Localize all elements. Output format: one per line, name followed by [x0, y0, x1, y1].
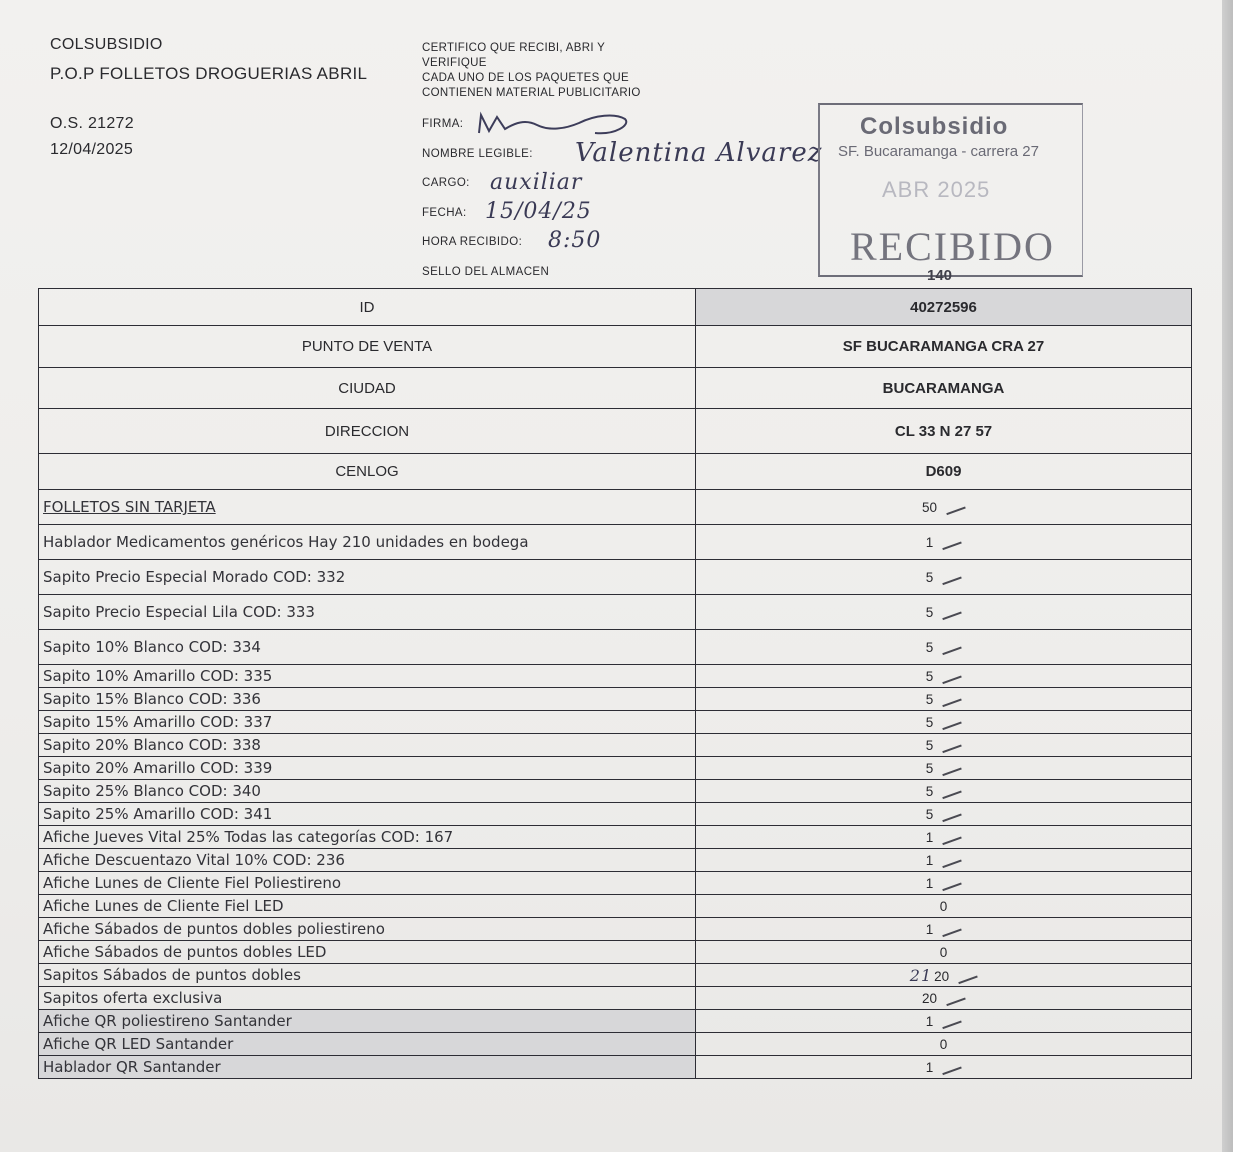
item-qty: 1: [925, 829, 934, 845]
table-row: [39, 1056, 1192, 1079]
item-qty: 5: [925, 691, 934, 707]
item-name: Afiche Sábados de puntos dobles LED: [39, 941, 696, 964]
check-mark-icon: [940, 785, 962, 799]
check-mark-icon: [940, 923, 962, 937]
nombre-value: Valentina Alvarez: [575, 138, 823, 168]
item-qty: 0: [939, 898, 948, 914]
item-name: Afiche Descuentazo Vital 10% COD: 236: [39, 849, 696, 872]
item-name: Sapito 10% Amarillo COD: 335: [39, 665, 696, 688]
company-name: COLSUBSIDIO: [50, 36, 163, 53]
check-mark-icon: [940, 670, 962, 684]
item-qty: 20: [934, 968, 950, 984]
delivery-table: [38, 288, 1192, 1079]
item-qty: 5: [925, 760, 934, 776]
table-row: [39, 490, 1192, 525]
table-row: [39, 918, 1192, 941]
item-name: Hablador QR Santander: [39, 1056, 696, 1079]
table-row: [39, 826, 1192, 849]
received-stamp: [818, 103, 1083, 277]
nombre-label: NOMBRE LEGIBLE:: [422, 148, 533, 160]
item-qty: 5: [925, 737, 934, 753]
item-qty: 5: [925, 668, 934, 684]
check-mark-icon: [940, 571, 962, 585]
table-row: [39, 1010, 1192, 1033]
item-name: Sapito 15% Blanco COD: 336: [39, 688, 696, 711]
item-name: Sapito 25% Blanco COD: 340: [39, 780, 696, 803]
stamp-number: 140: [927, 267, 953, 284]
item-name: Sapito 15% Amarillo COD: 337: [39, 711, 696, 734]
item-name: Sapitos Sábados de puntos dobles: [39, 964, 696, 987]
table-row: [39, 525, 1192, 560]
item-qty: 1: [925, 875, 934, 891]
check-mark-icon: [940, 716, 962, 730]
info-value: BUCARAMANGA: [696, 368, 1192, 409]
info-label: PUNTO DE VENTA: [39, 326, 696, 368]
item-qty: 5: [925, 806, 934, 822]
stamp-branch: SF. Bucaramanga - carrera 27: [838, 143, 1039, 160]
check-mark-icon: [956, 970, 978, 984]
info-label: ID: [39, 289, 696, 326]
item-name: Afiche QR poliestireno Santander: [39, 1010, 696, 1033]
item-name: Afiche QR LED Santander: [39, 1033, 696, 1056]
table-row: [39, 326, 1192, 368]
table-row: [39, 964, 1192, 987]
table-row: [39, 1033, 1192, 1056]
item-qty: 0: [939, 944, 948, 960]
handwritten-correction: 21: [909, 965, 933, 985]
item-qty: 1: [925, 852, 934, 868]
table-row: [39, 368, 1192, 409]
item-name: Sapito 20% Amarillo COD: 339: [39, 757, 696, 780]
table-row: [39, 688, 1192, 711]
info-value: D609: [696, 454, 1192, 490]
stamp-recibido: RECIBIDO: [850, 224, 1055, 269]
cert-line: CADA UNO DE LOS PAQUETES QUE: [422, 72, 629, 84]
table-row: [39, 595, 1192, 630]
table-row: [39, 803, 1192, 826]
item-qty: 1: [925, 1013, 934, 1029]
check-mark-icon: [940, 877, 962, 891]
order-number: O.S. 21272: [50, 115, 134, 132]
table-row: [39, 872, 1192, 895]
item-qty: 20: [921, 990, 938, 1006]
table-row: [39, 780, 1192, 803]
stamp-date: ABR 2025: [882, 177, 991, 202]
page-edge-shadow: [1222, 0, 1233, 1152]
item-name: Sapito Precio Especial Lila COD: 333: [39, 595, 696, 630]
fecha-value: 15/04/25: [485, 199, 592, 224]
cargo-value: auxiliar: [490, 170, 583, 195]
cert-line: VERIFIQUE: [422, 57, 487, 69]
table-row: [39, 454, 1192, 490]
check-mark-icon: [940, 854, 962, 868]
item-name: Afiche Jueves Vital 25% Todas las categorías COD: 167: [39, 826, 696, 849]
table-row: [39, 560, 1192, 595]
item-qty: 5: [925, 604, 934, 620]
item-qty: 1: [925, 921, 934, 937]
table-row: [39, 987, 1192, 1010]
table-row: [39, 849, 1192, 872]
item-name: Sapitos oferta exclusiva: [39, 987, 696, 1010]
table-row: [39, 895, 1192, 918]
cargo-label: CARGO:: [422, 177, 470, 189]
document-date: 12/04/2025: [50, 141, 134, 158]
info-label: CENLOG: [39, 454, 696, 490]
check-mark-icon: [940, 739, 962, 753]
item-qty: 50: [921, 499, 938, 515]
item-qty: 5: [925, 569, 934, 585]
table-row: [39, 734, 1192, 757]
info-value: CL 33 N 27 57: [696, 409, 1192, 454]
hora-value: 8:50: [548, 228, 602, 253]
project-title: P.O.P FOLLETOS DROGUERIAS ABRIL: [50, 64, 368, 83]
item-qty: 5: [925, 783, 934, 799]
item-name: Afiche Sábados de puntos dobles poliestireno: [39, 918, 696, 941]
check-mark-icon: [940, 1015, 962, 1029]
check-mark-icon: [940, 693, 962, 707]
check-mark-icon: [940, 536, 962, 550]
cert-line: CERTIFICO QUE RECIBI, ABRI Y: [422, 42, 606, 54]
item-name: Sapito Precio Especial Morado COD: 332: [39, 560, 696, 595]
item-name: Sapito 10% Blanco COD: 334: [39, 630, 696, 665]
stamp-brand: Colsubsidio: [860, 113, 1009, 140]
check-mark-icon: [940, 606, 962, 620]
table-row: [39, 665, 1192, 688]
table-row: [39, 289, 1192, 326]
cert-line: CONTIENEN MATERIAL PUBLICITARIO: [422, 87, 641, 99]
item-name: Afiche Lunes de Cliente Fiel Poliestireno: [39, 872, 696, 895]
certification-text: [422, 41, 641, 101]
info-label: CIUDAD: [39, 368, 696, 409]
fecha-label: FECHA:: [422, 207, 467, 219]
table-row: [39, 711, 1192, 734]
check-mark-icon: [944, 501, 966, 515]
item-name: Sapito 20% Blanco COD: 338: [39, 734, 696, 757]
item-name: Afiche Lunes de Cliente Fiel LED: [39, 895, 696, 918]
firma-label: FIRMA:: [422, 118, 464, 130]
hora-label: HORA RECIBIDO:: [422, 236, 523, 248]
info-value: SF BUCARAMANGA CRA 27: [696, 326, 1192, 368]
sello-label: SELLO DEL ALMACEN: [422, 266, 550, 278]
item-name: Sapito 25% Amarillo COD: 341: [39, 803, 696, 826]
item-qty: 1: [925, 534, 934, 550]
check-mark-icon: [940, 1061, 962, 1075]
table-row: [39, 941, 1192, 964]
check-mark-icon: [940, 831, 962, 845]
info-label: DIRECCION: [39, 409, 696, 454]
item-name: FOLLETOS SIN TARJETA: [43, 498, 216, 516]
check-mark-icon: [940, 762, 962, 776]
table-row: [39, 409, 1192, 454]
check-mark-icon: [940, 808, 962, 822]
table-row: [39, 630, 1192, 665]
item-qty: 0: [939, 1036, 948, 1052]
check-mark-icon: [944, 992, 966, 1006]
item-qty: 5: [925, 714, 934, 730]
item-qty: 1: [925, 1059, 934, 1075]
item-name: Hablador Medicamentos genéricos Hay 210 unidades en bodega: [39, 525, 696, 560]
table-row: [39, 757, 1192, 780]
item-qty: 5: [925, 639, 934, 655]
info-value: 40272596: [696, 289, 1192, 326]
check-mark-icon: [940, 641, 962, 655]
